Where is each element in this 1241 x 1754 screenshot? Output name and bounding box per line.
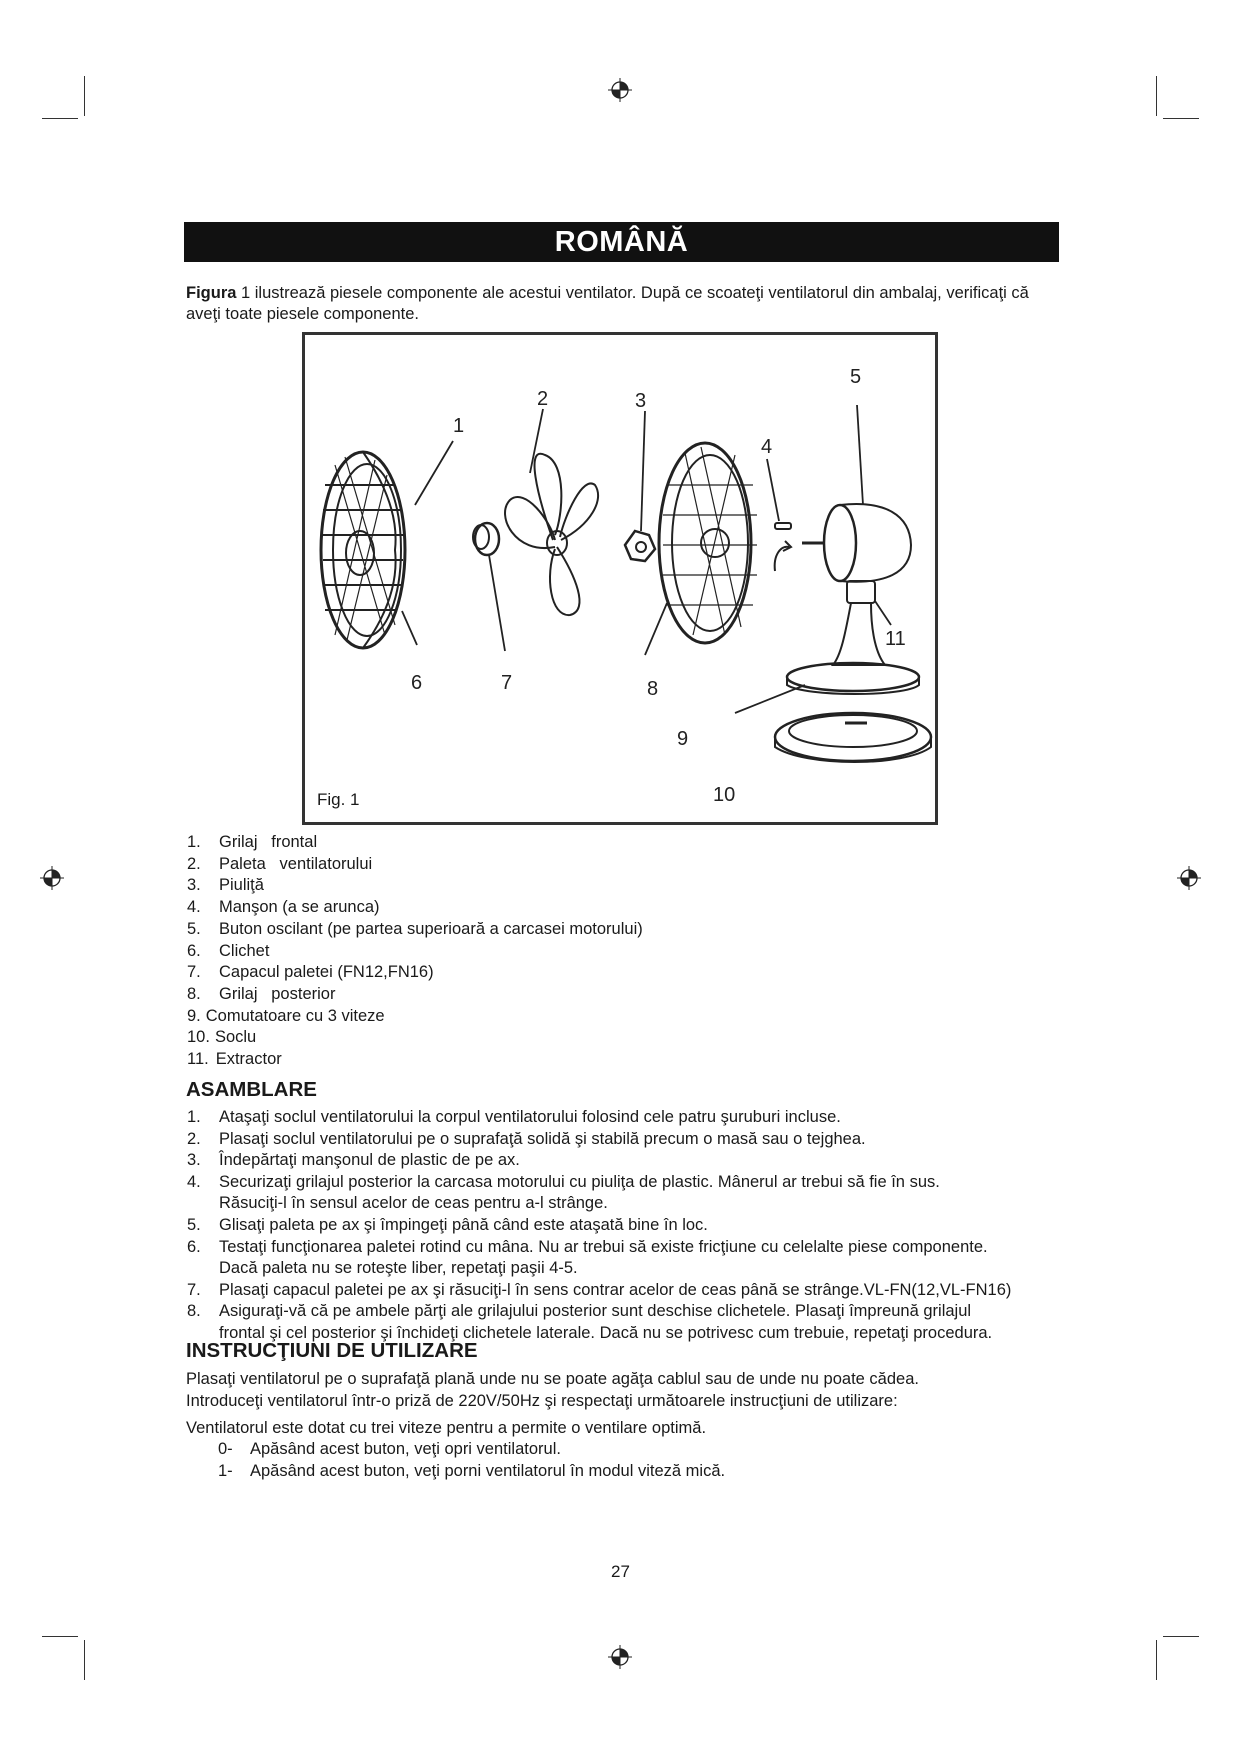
usage-paragraph: Plasaţi ventilatorul pe o suprafaţă plană unde nu se poate agăţa cablul sau de unde nu poate cădea. Introduceţi ventilatorul într-o priză de 220V/50Hz şi respectaţi următoarele instrucţiuni de utilizare:	[186, 1370, 919, 1410]
callout-6: 6	[411, 672, 423, 694]
figure-1	[302, 332, 938, 825]
crop-mark	[42, 118, 78, 119]
callout-4: 4	[761, 436, 773, 458]
crop-mark	[1163, 118, 1199, 119]
callout-3: 3	[635, 390, 647, 412]
list-item: 1- Apăsând acest buton, veţi porni ventilatorul în modul viteză mică.	[218, 1461, 726, 1480]
parts-list	[187, 832, 887, 1071]
list-item: 8. Asiguraţi-vă că pe ambele părţi ale grilajului posterior sunt deschise clichetele. Plasaţi împreună grilajul frontal şi cel posterior şi închideţi clichetele laterale. Dacă nu se potrivesc cum trebuie, repetaţi procedura.	[187, 1302, 993, 1342]
sleeve-drawing	[775, 523, 791, 571]
crop-mark	[1163, 1636, 1199, 1637]
crop-mark	[1156, 76, 1157, 116]
page-number: 27	[611, 1562, 630, 1581]
list-item: 7. Plasaţi capacul paletei pe ax şi răsuciţi-l în sens contrar acelor de ceas până se strânge.VL-FN(12,VL-FN16)	[187, 1280, 1012, 1299]
callout-2: 2	[537, 388, 549, 410]
list-item: 5. Glisaţi paleta pe ax şi împingeţi până când este ataşată bine în loc.	[187, 1215, 708, 1234]
list-item: 3. Îndepărtaţi manşonul de plastic de pe ax.	[187, 1151, 520, 1170]
list-item: 4. Manşon (a se arunca)	[187, 898, 380, 917]
registration-mark-icon	[40, 866, 64, 890]
list-item: 10. Soclu	[187, 1028, 257, 1047]
registration-mark-icon	[608, 78, 632, 102]
callout-9: 9	[677, 728, 689, 750]
callout-1: 1	[453, 415, 465, 437]
list-item: 6. Clichet	[187, 941, 270, 960]
callout-7: 7	[501, 672, 513, 694]
nut-drawing	[625, 531, 655, 561]
registration-mark-icon	[1177, 866, 1201, 890]
callout-11: 11	[885, 628, 906, 650]
intro-paragraph	[186, 283, 1066, 325]
fan-blade-drawing	[505, 454, 598, 615]
section-heading-assembly: ASAMBLARE	[186, 1078, 317, 1101]
crop-mark	[84, 1640, 85, 1680]
section-heading-usage: INSTRUCŢIUNI DE UTILIZARE	[186, 1339, 478, 1362]
speed-modes-list	[218, 1439, 1078, 1482]
callout-10: 10	[713, 784, 736, 806]
motor-stand-drawing	[775, 504, 931, 762]
usage-speeds-paragraph: Ventilatorul este dotat cu trei viteze pentru a permite o ventilare optimă.	[186, 1419, 707, 1437]
callout-5: 5	[850, 366, 862, 388]
list-item: 11. Extractor	[187, 1050, 282, 1069]
list-item: 4. Securizaţi grilajul posterior la carcasa motorului cu piuliţa de plastic. Mânerul ar trebui să fie în sus. Răsuciţi-l în sensul acelor de ceas pentru a-l strânge.	[187, 1172, 940, 1213]
list-item: 6. Testaţi funcţionarea paletei rotind cu mâna. Nu ar trebui să existe fricţiune cu celelalte piese componente. Dacă paleta nu se roteşte liber, repetaţi paşii 4-5.	[187, 1237, 988, 1278]
intro-bold: Figura	[186, 284, 237, 302]
list-item: 9. Comutatoare cu 3 viteze	[187, 1006, 385, 1025]
list-item: 8. Grilaj posterior	[187, 984, 336, 1003]
callout-8: 8	[647, 678, 659, 700]
crop-mark	[1156, 1640, 1157, 1680]
list-item: 7. Capacul paletei (FN12,FN16)	[187, 963, 434, 982]
list-item: 1. Grilaj frontal	[187, 833, 318, 851]
list-item: 0- Apăsând acest buton, veţi opri ventilatorul.	[218, 1440, 561, 1458]
crop-mark	[84, 76, 85, 116]
list-item: 2. Paleta ventilatorului	[187, 854, 373, 873]
assembly-steps	[187, 1107, 1087, 1345]
rear-grille-drawing	[659, 443, 757, 643]
fan-exploded-diagram	[305, 335, 935, 822]
intro-text: 1 ilustrează piesele componente ale acestui ventilator. După ce scoateţi ventilatorul din ambalaj, verificaţi că aveţi toate piesele componente.	[186, 284, 1029, 323]
page-title: ROMÂNĂ	[184, 222, 1059, 262]
list-item: 2. Plasaţi soclul ventilatorului pe o suprafaţă solidă şi stabilă precum o masă sau o tejghea.	[187, 1129, 866, 1148]
list-item: 3. Piuliţă	[187, 876, 264, 895]
list-item: 1. Ataşaţi soclul ventilatorului la corpul ventilatorului folosind cele patru şuruburi incluse.	[187, 1108, 841, 1126]
figure-caption: Fig. 1	[317, 790, 360, 809]
crop-mark	[42, 1636, 78, 1637]
blade-cap-drawing	[473, 523, 499, 555]
list-item: 5. Buton oscilant (pe partea superioară a carcasei motorului)	[187, 919, 643, 938]
front-grille-drawing	[321, 452, 405, 648]
registration-mark-icon	[608, 1645, 632, 1669]
